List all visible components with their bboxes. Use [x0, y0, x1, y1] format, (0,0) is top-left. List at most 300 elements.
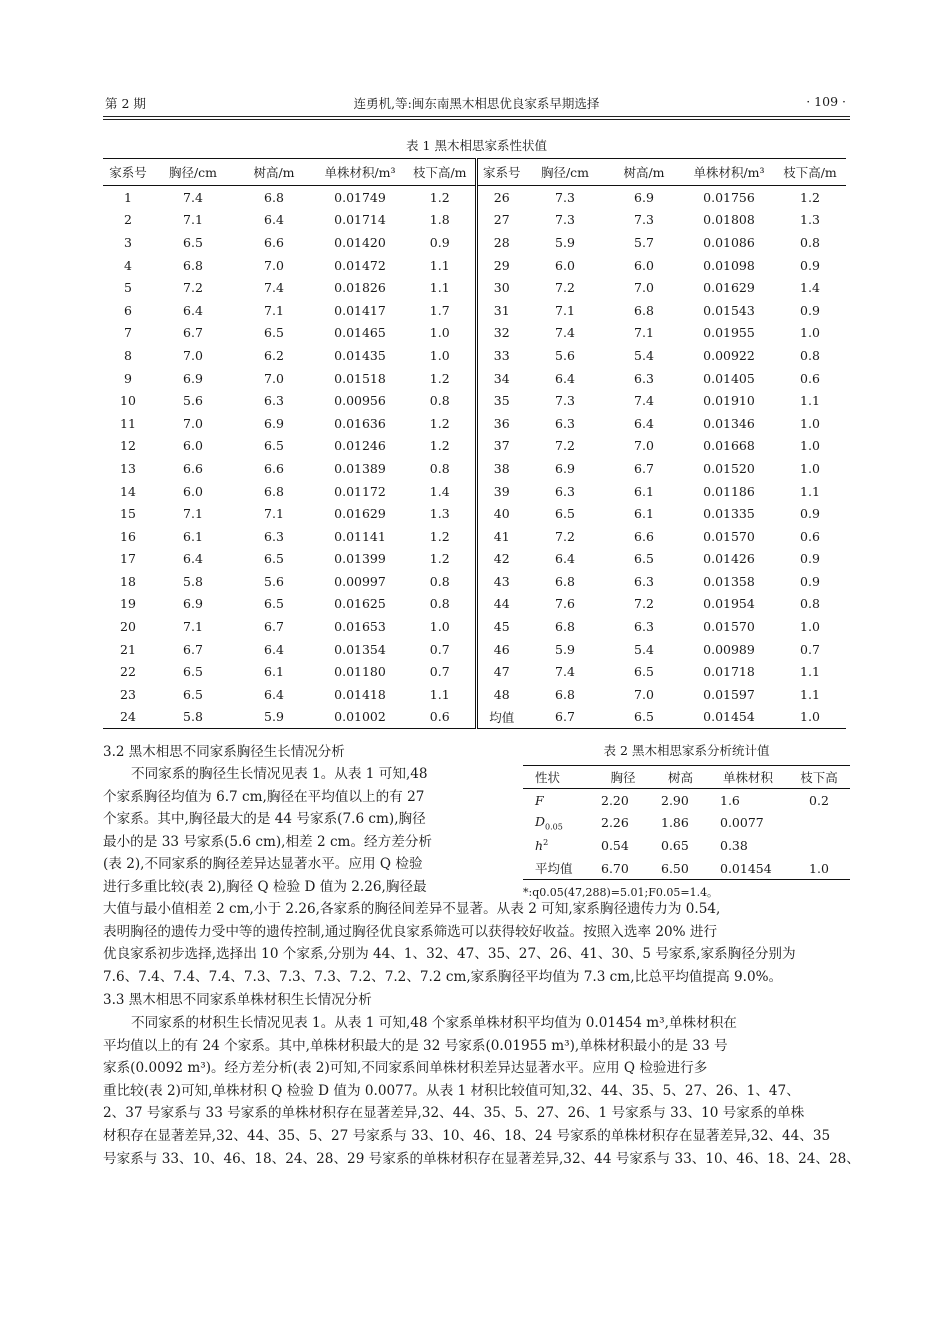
table1-cell: 0.01653 [334, 619, 386, 635]
table1-cell: 0.9 [800, 551, 820, 567]
text-line: 7.6、7.4、7.4、7.4、7.3、7.3、7.3、7.2、7.2、7.2 cm,家系胸径平均值为 7.3 cm,比总平均值提高 9.0%。 [103, 968, 783, 985]
text-line: 优良家系初步选择,选择出 10 个家系,分别为 44、1、32、47、35、27、26、41、30、5 号家系,家系胸径分别为 [103, 946, 796, 963]
table1-header-cell: 胸径/cm [153, 159, 233, 186]
table1-cell: 1.1 [800, 664, 820, 680]
table1-cell: 5.4 [634, 347, 654, 363]
table1-cell: 7.0 [264, 370, 284, 386]
table1-cell: 1.3 [429, 506, 450, 522]
table1-cell: 0.01405 [703, 370, 755, 386]
table1-cell: 6.7 [526, 706, 604, 729]
table1-row [103, 502, 846, 525]
table1-header-cell: 单株材积/m³ [684, 159, 774, 186]
table1-cell: 1.2 [429, 189, 450, 205]
table1-cell: 0.01418 [334, 686, 386, 702]
table2-caption: 表 2 黑木相思家系分析统计值 [603, 743, 770, 758]
text-line: 平均值以上的有 24 个家系。其中,单株材积最大的是 32 号家系(0.01955 m³),单株材积最小的是 33 号 [103, 1037, 728, 1054]
table1-cell: 7.4 [634, 393, 654, 409]
table1-cell: 0.01518 [334, 370, 386, 386]
table1-row [103, 389, 846, 412]
table1-cell: 7.0 [634, 280, 654, 296]
table1-cell: 1.0 [800, 460, 820, 476]
table1-cell: 22 [120, 664, 136, 680]
table1-cell: 5.6 [264, 573, 284, 589]
table1-cell: 0.01399 [334, 551, 386, 567]
table1-cell: 42 [476, 548, 526, 571]
table1-cell: 0.01714 [334, 212, 386, 228]
table1-cell: 48 [476, 683, 526, 706]
table1-cell: 0.01246 [334, 438, 386, 454]
table1-cell: 0.01668 [703, 438, 755, 454]
table1-cell: 7.1 [555, 302, 575, 318]
text-line: 2、37 号家系与 33 号家系的单株材积存在显著差异,32、44、35、5、27、26、1 号家系与 33、10 号家系的单株 [103, 1105, 805, 1122]
table1-cell: 12 [120, 438, 136, 454]
table1-cell: 7.0 [634, 686, 654, 702]
table1-cell: 0.8 [429, 573, 450, 589]
table1-cell: 6.7 [183, 325, 203, 341]
table1-cell: 6.5 [183, 664, 203, 680]
table1-cell: 6.0 [555, 257, 575, 273]
table1-cell: 7.4 [555, 664, 575, 680]
header-rule [103, 116, 850, 117]
table1-cell: 0.8 [800, 347, 820, 363]
table1-cell: 32 [476, 322, 526, 345]
issue-number: 第 2 期 [105, 96, 146, 111]
table1-cell: 6.2 [264, 347, 284, 363]
table1-cell: 1.4 [429, 483, 450, 499]
table1-cell: 5.4 [634, 641, 654, 657]
running-title: 连勇机,等:闽东南黑木相思优良家系早期选择 [353, 96, 600, 111]
running-header [103, 94, 850, 114]
table1-row [103, 570, 846, 593]
table1-cell: 6.9 [264, 415, 284, 431]
text-line: 大值与最小值相差 2 cm,小于 2.26,各家系的胸径间差异不显著。从表 2 可知,家系胸径遗传力为 0.54, [103, 901, 721, 917]
table1-cell: 1.0 [429, 347, 450, 363]
table1-cell: 6.7 [264, 619, 284, 635]
table1-cell: 23 [120, 686, 136, 702]
table1-cell: 0.8 [800, 234, 820, 250]
table1-cell: 6.1 [634, 506, 654, 522]
table1-cell: 0.01636 [334, 415, 386, 431]
table1-cell: 1.0 [429, 619, 450, 635]
table1-cell: 35 [476, 389, 526, 412]
table1-cell: 34 [476, 367, 526, 390]
table1-cell: 46 [476, 638, 526, 661]
table1-cell: 37 [476, 435, 526, 458]
text-line: 材积存在显著差异,32、44、35、5、27 号家系与 33、10、46、18、24 号家系的单株材积存在显著差异,32、44、35 [103, 1127, 831, 1144]
table1-cell: 7.0 [183, 347, 203, 363]
table1-cell: 6.6 [264, 460, 284, 476]
table1-cell: 0.7 [429, 641, 450, 657]
table1-cell: 0.01625 [334, 596, 386, 612]
text-line: 不同家系的胸径生长情况见表 1。从表 1 可知,48 [131, 766, 428, 782]
table1-header-cell: 单株材积/m³ [315, 159, 405, 186]
text-line: 不同家系的材积生长情况见表 1。从表 1 可知,48 个家系单株材积平均值为 0.01454 m³,单株材积在 [131, 1015, 737, 1031]
table1-cell: 6.0 [634, 257, 654, 273]
table1-cell: 7.1 [264, 506, 284, 522]
table1-cell: 7 [124, 325, 132, 341]
table2-cell: 1.86 [661, 815, 689, 831]
table1-cell: 0.01955 [703, 325, 755, 341]
table1-cell: 0.01808 [703, 212, 755, 228]
table1-cell: 17 [120, 551, 136, 567]
table1-cell: 0.01141 [334, 528, 386, 544]
table1-row [103, 344, 846, 367]
table1-cell: 40 [476, 502, 526, 525]
table1-cell: 6.8 [555, 619, 575, 635]
table2-header-cell: 树高 [653, 766, 708, 789]
table2-cell [788, 812, 850, 835]
table1-row [103, 615, 846, 638]
table2-cell: 6.70 [593, 857, 653, 880]
table1-cell: 6.9 [183, 596, 203, 612]
table1-header-cell: 家系号 [476, 159, 526, 186]
table1-cell: 6.3 [634, 619, 654, 635]
header-rule-2 [103, 119, 850, 120]
table1-header-cell: 枝下高/m [405, 159, 476, 186]
table1-cell: 均值 [476, 706, 526, 729]
table1-cell: 1.0 [800, 619, 820, 635]
table1-cell: 0.8 [429, 460, 450, 476]
table1-cell: 30 [476, 276, 526, 299]
table1-cell: 26 [476, 186, 526, 209]
table1-row [103, 548, 846, 571]
section-3-3-paragraph [103, 1012, 860, 1170]
table1-cell: 0.6 [800, 370, 820, 386]
table1-cell: 6.9 [634, 189, 654, 205]
table1-cell: 0.01520 [703, 460, 755, 476]
table1-cell: 6.8 [183, 257, 203, 273]
table1-cell: 6.3 [555, 483, 575, 499]
table1-cell: 0.01426 [703, 551, 755, 567]
table1-cell: 44 [476, 593, 526, 616]
table1-cell: 18 [120, 573, 136, 589]
table2-note: *:q0.05(47,288)=5.01;F0.05=1.4。 [523, 886, 719, 899]
table1-cell: 6.1 [264, 664, 284, 680]
table1-cell: 0.01172 [334, 483, 386, 499]
table2-header-cell: 枝下高 [788, 766, 850, 789]
table1-cell: 7.6 [555, 596, 575, 612]
table1-cell: 6.3 [264, 393, 284, 409]
table1-row [103, 706, 846, 729]
table1-cell: 7.4 [555, 325, 575, 341]
table1-cell: 0.9 [800, 302, 820, 318]
table1-cell: 6.3 [634, 370, 654, 386]
table1-cell: 0.00922 [703, 347, 755, 363]
table1-cell: 0.01389 [334, 460, 386, 476]
table1-cell: 7.0 [183, 415, 203, 431]
table1-cell: 6.4 [183, 302, 203, 318]
table1-cell: 7.1 [634, 325, 654, 341]
table1-row [103, 480, 846, 503]
table1-cell: 7.3 [634, 212, 654, 228]
table1-row [103, 367, 846, 390]
table2-header-cell: 性状 [523, 766, 593, 789]
table1-cell: 7.2 [555, 280, 575, 296]
table1-row [103, 186, 846, 209]
table1-header-cell: 树高/m [604, 159, 684, 186]
table1-cell: 1.1 [800, 483, 820, 499]
table1-cell: 7.1 [264, 302, 284, 318]
table1-row [103, 435, 846, 458]
table1-cell: 1.0 [800, 325, 820, 341]
table2 [523, 765, 850, 880]
table1-cell: 5.9 [555, 234, 575, 250]
table1-cell: 7.4 [183, 189, 203, 205]
table1-cell: 5.6 [183, 393, 203, 409]
table1-cell: 0.01597 [703, 686, 755, 702]
table1-cell: 2 [124, 212, 132, 228]
table1-cell: 0.01354 [334, 641, 386, 657]
table1-cell: 6.8 [264, 483, 284, 499]
table1-cell: 5.9 [233, 706, 315, 729]
table2-cell: 2.90 [661, 792, 689, 808]
table1-row [103, 276, 846, 299]
table1-cell: 6.9 [183, 370, 203, 386]
table1-cell: 6 [124, 302, 132, 318]
table1-row [103, 322, 846, 345]
table1-cell: 31 [476, 299, 526, 322]
table1-cell: 6.6 [264, 234, 284, 250]
table1-cell: 41 [476, 525, 526, 548]
table2-cell: 0.2 [809, 792, 829, 808]
table1-cell: 1.0 [429, 325, 450, 341]
table1-cell: 1.0 [774, 706, 846, 729]
table1-cell: 4 [124, 257, 132, 273]
table2-row [523, 834, 850, 857]
table1-cell: 7.3 [555, 212, 575, 228]
table2-cell: 0.38 [720, 837, 748, 853]
table1-cell: 0.01570 [703, 528, 755, 544]
table2-cell: 2.26 [601, 815, 629, 831]
table2-cell: $h^2$ [535, 837, 549, 854]
text-line: 个家系胸径均值为 6.7 cm,胸径在平均值以上的有 27 [103, 788, 425, 805]
text-line: 个家系。其中,胸径最大的是 44 号家系(7.6 cm),胸径 [103, 811, 426, 828]
table1-cell: 20 [120, 619, 136, 635]
table1-cell: 0.01629 [334, 506, 386, 522]
table2-cell: 2.20 [601, 792, 629, 808]
table1-cell: 0.7 [429, 664, 450, 680]
table1-cell: 6.3 [634, 573, 654, 589]
text-line: 重比较(表 2)可知,单株材积 Q 检验 D 值为 0.0077。从表 1 材积比较值可知,32、44、35、5、27、26、1、47、 [103, 1082, 800, 1099]
table2-cell [788, 834, 850, 857]
table1-header-cell: 枝下高/m [774, 159, 846, 186]
table1-row [103, 254, 846, 277]
table1-cell: 0.01358 [703, 573, 755, 589]
table1-cell: 5.6 [555, 347, 575, 363]
table1-cell: 6.8 [555, 573, 575, 589]
table1-cell: 7.1 [183, 506, 203, 522]
table1-cell: 0.01472 [334, 257, 386, 273]
table1-cell: 6.9 [555, 460, 575, 476]
table1-cell: 0.01756 [703, 189, 755, 205]
table2-header-cell: 胸径 [593, 766, 653, 789]
table1-cell: 5 [124, 280, 132, 296]
table1-cell: 1.0 [800, 415, 820, 431]
table1-cell: 0.01086 [703, 234, 755, 250]
table1-cell: 0.01910 [703, 393, 755, 409]
section-3-2-title: 3.2 黑木相思不同家系胸径生长情况分析 [103, 744, 345, 760]
table1-cell: 0.8 [429, 393, 450, 409]
table1-cell: 0.6 [405, 706, 476, 729]
table1-cell: 6.5 [264, 596, 284, 612]
table1-cell: 0.01454 [684, 706, 774, 729]
table1-cell: 39 [476, 480, 526, 503]
table1-cell: 1.1 [429, 686, 450, 702]
table1-cell: 0.01954 [703, 596, 755, 612]
table1-cell: 0.01335 [703, 506, 755, 522]
text-line: 最小的是 33 号家系(5.6 cm),相差 2 cm。经方差分析 [103, 833, 433, 850]
table1-cell: 6.5 [634, 551, 654, 567]
table1-cell: 7.3 [555, 393, 575, 409]
table1-row [103, 299, 846, 322]
table1-cell: 6.6 [634, 528, 654, 544]
table1-row [103, 457, 846, 480]
table1-cell: 0.8 [800, 596, 820, 612]
table1-cell: 0.01346 [703, 415, 755, 431]
table1 [103, 158, 846, 729]
table2-cell: 0.0077 [720, 815, 764, 831]
table1-cell: 6.5 [604, 706, 684, 729]
table1-cell: 0.00956 [334, 393, 386, 409]
table1-cell: 0.01718 [703, 664, 755, 680]
table1-cell: 6.5 [264, 551, 284, 567]
table1-cell: 0.01629 [703, 280, 755, 296]
table1-cell: 5.7 [634, 234, 654, 250]
table1-cell: 15 [120, 506, 136, 522]
table2-cell: 平均值 [523, 857, 593, 880]
text-line: 号家系与 33、10、46、18、24、28、29 号家系的单株材积存在显著差异,32、44 号家系与 33、10、46、18、24、28、 [103, 1150, 860, 1167]
table1-cell: 0.01465 [334, 325, 386, 341]
table1-cell: 0.00989 [703, 641, 755, 657]
table1-cell: 6.0 [183, 483, 203, 499]
table1-cell: 21 [120, 641, 136, 657]
table1-row [103, 231, 846, 254]
table1-cell: 0.01826 [334, 280, 386, 296]
table1-cell: 19 [120, 596, 136, 612]
table2-cell: 0.01454 [708, 857, 788, 880]
table1-cell: 1.1 [800, 686, 820, 702]
table1-cell: 1.3 [800, 212, 820, 228]
table1-header-cell: 树高/m [233, 159, 315, 186]
table1-cell: 0.9 [429, 234, 450, 250]
text-line: (表 2),不同家系的胸径差异达显著水平。应用 Q 检验 [103, 856, 423, 873]
table1-cell: 1.2 [429, 528, 450, 544]
table1-cell: 6.3 [555, 415, 575, 431]
table1-cell: 0.01435 [334, 347, 386, 363]
table1-cell: 6.4 [555, 370, 575, 386]
table2-row [523, 789, 850, 812]
table1-cell: 1.0 [800, 438, 820, 454]
table2-cell: $D_{0.05}$ [535, 814, 563, 832]
table1-cell: 0.01749 [334, 189, 386, 205]
table1-cell: 6.5 [264, 438, 284, 454]
table1-cell: 7.0 [634, 438, 654, 454]
table1-cell: 6.5 [634, 664, 654, 680]
table1-cell: 7.2 [555, 438, 575, 454]
table1-cell: 6.7 [634, 460, 654, 476]
section-3-2-wide-paragraph [103, 898, 850, 988]
table1-cell: 0.9 [800, 506, 820, 522]
table1-cell: 0.8 [429, 596, 450, 612]
table1-cell: 10 [120, 393, 136, 409]
text-line: 进行多重比较(表 2),胸径 Q 检验 D 值为 2.26,胸径最 [103, 878, 427, 895]
table1-cell: 6.8 [555, 686, 575, 702]
table1-cell: 38 [476, 457, 526, 480]
table2-cell: 1.6 [720, 792, 740, 808]
table2-cell: 0.54 [601, 837, 629, 853]
table1-cell: 0.01417 [334, 302, 386, 318]
table1-cell: 0.00997 [334, 573, 386, 589]
table1-cell: 6.1 [183, 528, 203, 544]
table1-cell: 13 [120, 460, 136, 476]
table1-cell: 7.4 [264, 280, 284, 296]
table1-cell: 0.01186 [703, 483, 755, 499]
table1-cell: 1 [124, 189, 132, 205]
table1-cell: 0.01002 [315, 706, 405, 729]
section-3-3-title: 3.3 黑木相思不同家系单株材积生长情况分析 [103, 992, 372, 1008]
table1-cell: 0.01543 [703, 302, 755, 318]
table1-cell: 1.2 [429, 415, 450, 431]
table1-cell: 33 [476, 344, 526, 367]
table1-cell: 7.2 [634, 596, 654, 612]
table1-cell: 7.3 [555, 189, 575, 205]
table2-cell: 1.0 [788, 857, 850, 880]
table1-row [103, 412, 846, 435]
table1-cell: 29 [476, 254, 526, 277]
table1-cell: 16 [120, 528, 136, 544]
table2-row [523, 857, 850, 880]
table1-cell: 6.3 [264, 528, 284, 544]
table1-cell: 3 [124, 234, 132, 250]
table1-cell: 1.1 [800, 393, 820, 409]
table2-header-cell: 单株材积 [708, 766, 788, 789]
table1-row [103, 638, 846, 661]
table1-cell: 14 [120, 483, 136, 499]
table1-cell: 6.4 [264, 686, 284, 702]
table1-cell: 0.7 [800, 641, 820, 657]
table1-row [103, 593, 846, 616]
table1-cell: 1.2 [800, 189, 820, 205]
table1-cell: 6.8 [264, 189, 284, 205]
table1-caption: 表 1 黑木相思家系性状值 [406, 138, 547, 153]
table1-cell: 7.0 [264, 257, 284, 273]
table1-cell: 6.8 [634, 302, 654, 318]
table1-cell: 1.4 [800, 280, 820, 296]
table1-cell: 47 [476, 660, 526, 683]
table1-cell: 6.4 [264, 641, 284, 657]
table2-cell: F [535, 792, 544, 808]
table1-row [103, 683, 846, 706]
table1-cell: 36 [476, 412, 526, 435]
table1-cell: 1.2 [429, 438, 450, 454]
table1-cell: 1.2 [429, 551, 450, 567]
table1-cell: 6.4 [183, 551, 203, 567]
table1-cell: 1.1 [429, 280, 450, 296]
table1-row [103, 660, 846, 683]
table1-cell: 5.9 [555, 641, 575, 657]
table1-cell: 0.6 [800, 528, 820, 544]
table1-row [103, 525, 846, 548]
table1-cell: 11 [120, 415, 136, 431]
table1-cell: 6.5 [264, 325, 284, 341]
table1-cell: 6.5 [555, 506, 575, 522]
table1-cell: 0.9 [800, 573, 820, 589]
table1-cell: 27 [476, 209, 526, 232]
table1-cell: 0.9 [800, 257, 820, 273]
table1-row [103, 209, 846, 232]
table2-cell: 6.50 [653, 857, 708, 880]
table1-cell: 6.6 [183, 460, 203, 476]
